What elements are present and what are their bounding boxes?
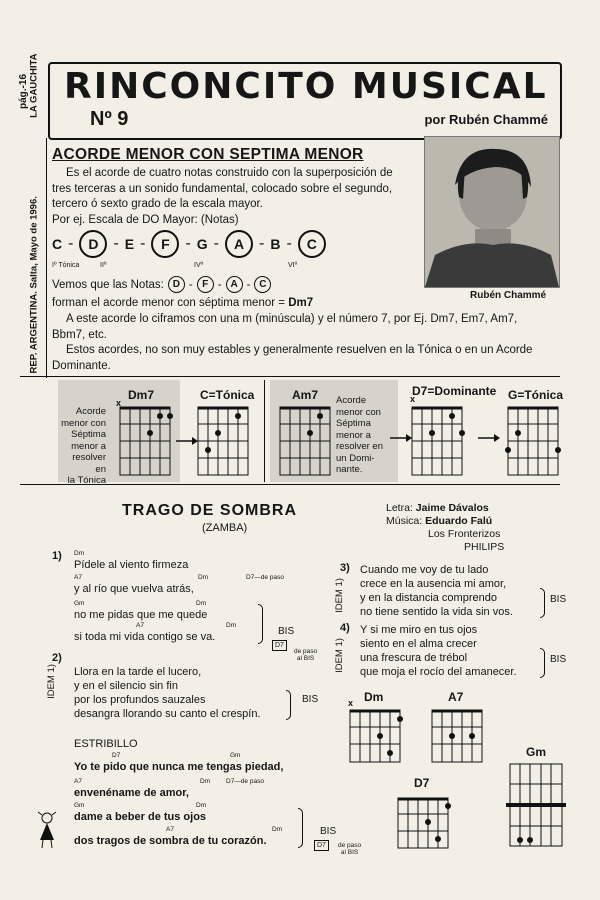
lyric-line: que moja el rocío del amanecer. bbox=[360, 666, 517, 678]
strip-left-text: Acorde menor con Séptima menor a resolver en la Tónica bbox=[61, 406, 106, 486]
side-location: REP. ARGENTINA. Salta, Mayo de 1996. bbox=[28, 196, 40, 374]
do-major-scale: C - D - E - F - G - A - B - C bbox=[52, 230, 412, 258]
lyric-line: y en el silencio sin fin bbox=[74, 680, 178, 692]
lyric-line: Cuando me voy de tu lado bbox=[360, 564, 489, 576]
bis-label: BIS bbox=[302, 694, 319, 705]
de-paso-note: de paso al BIS bbox=[338, 842, 362, 856]
lyric-line: dame a beber de tus ojos bbox=[74, 811, 207, 823]
chord-name: Dm bbox=[364, 690, 384, 704]
degree-label: IIº bbox=[100, 262, 107, 269]
lyric-line: dos tragos de sombra de tu corazón. bbox=[74, 835, 267, 847]
lyric-line: desangra llorando su canto el crespín. bbox=[74, 708, 261, 720]
chord-mark: Dm bbox=[200, 778, 211, 785]
article-heading: ACORDE MENOR CON SEPTIMA MENOR bbox=[52, 146, 364, 163]
song-genre: (ZAMBA) bbox=[202, 522, 248, 534]
lyric-line: Llora en la tarde el lucero, bbox=[74, 666, 202, 678]
chord-mark: Dm bbox=[226, 622, 237, 629]
chord-mark: A7 bbox=[74, 574, 82, 581]
degree-label: VIº bbox=[288, 262, 298, 269]
chord-mark: D7—de paso bbox=[226, 778, 264, 785]
d7-box: D7 bbox=[272, 640, 287, 651]
degree-label: IVº bbox=[194, 262, 204, 269]
verse-number: 1) bbox=[52, 550, 62, 562]
bis-label: BIS bbox=[278, 626, 295, 637]
lyric-line: envenéname de amor, bbox=[74, 787, 189, 799]
vemos-line: Vemos que las Notas: D - F - A - C bbox=[52, 276, 271, 293]
chord-name: Gm bbox=[526, 745, 547, 759]
page-number: pág.-16 bbox=[18, 73, 30, 110]
chord-mark: Gm bbox=[230, 752, 241, 759]
mute-mark: x bbox=[116, 398, 122, 408]
lyric-line: siento en el alma crecer bbox=[360, 638, 477, 650]
chord-mark: Dm bbox=[196, 802, 207, 809]
chord-name: A7 bbox=[448, 690, 464, 704]
chord-mark: Dm bbox=[198, 574, 209, 581]
page-title: RINCONCITO MUSICAL bbox=[64, 66, 548, 107]
lyric-line: si toda mi vida contigo se va. bbox=[74, 631, 216, 643]
song-credits: Letra: Jaime Dávalos Música: Eduardo Falú Los Fronterizos PHILIPS bbox=[386, 502, 505, 553]
lyric-line: no me pidas que me quede bbox=[74, 609, 208, 621]
article-p3: Estos acordes, no son muy estables y generalmente resuelven en la Tónica o en un Acorde Dominante. bbox=[52, 344, 533, 372]
degree-label: Iº Tónica bbox=[52, 262, 80, 269]
chord-name: C=Tónica bbox=[200, 388, 255, 402]
lyric-line: por los profundos sauzales bbox=[74, 694, 206, 706]
chord-mark: Gm bbox=[74, 802, 85, 809]
photo-caption: Rubén Chammé bbox=[470, 290, 547, 301]
chord-name: D7=Dominante bbox=[412, 384, 497, 398]
chord-mark: A7 bbox=[136, 622, 144, 629]
chord-mark: Dm bbox=[272, 826, 283, 833]
verse-number: 3) bbox=[340, 562, 350, 574]
chord-mark: D7 bbox=[112, 752, 121, 759]
byline: por Rubén Chammé bbox=[424, 112, 548, 127]
article-intro: Es el acorde de cuatro notas construido con la superposición de tres terceras a un sonido fundamental, colocado sobre el segundo, tercero ó sexto grado de la escala mayor. Por ej. Escala de DO Mayor: (Notas) bbox=[52, 167, 393, 226]
verse-number: 4) bbox=[340, 622, 350, 634]
chord-mark: A7 bbox=[166, 826, 174, 833]
verse-number: 2) bbox=[52, 652, 62, 664]
side-publication: LA GAUCHITA bbox=[28, 53, 40, 118]
article-p2: A este acorde lo ciframos con una m (minúscula) y el número 7, por Ej. Dm7, Em7, Am7, Bbm7, etc. bbox=[52, 313, 518, 341]
mute-mark: x bbox=[348, 698, 354, 708]
lyric-line: y al río que vuelva atrás, bbox=[74, 583, 194, 595]
lyric-line: crece en la ausencia mi amor, bbox=[360, 578, 507, 590]
lyric-line: Yo te pido que nunca me tengas piedad, bbox=[74, 761, 284, 773]
forman-line: forman el acorde menor con séptima menor = Dm7 bbox=[52, 297, 314, 309]
de-paso-note: de paso al BIS bbox=[294, 648, 318, 662]
bis-label: BIS bbox=[320, 826, 337, 837]
estribillo-label: ESTRIBILLO bbox=[74, 738, 138, 750]
chord-name: D7 bbox=[414, 776, 430, 790]
lyric-line: no tiene sentido la vida sin vos. bbox=[360, 606, 513, 618]
lyric-line: Pídele al viento firmeza bbox=[74, 559, 189, 571]
mute-mark: x bbox=[410, 394, 416, 404]
issue-number: Nº 9 bbox=[90, 108, 129, 130]
idem-label: IDEM 1) bbox=[45, 664, 57, 699]
bis-label: BIS bbox=[550, 654, 567, 665]
d7-box: D7 bbox=[314, 840, 329, 851]
chord-mark: Gm bbox=[74, 600, 85, 607]
chord-mark: Dm bbox=[196, 600, 207, 607]
chord-mark: A7 bbox=[74, 778, 82, 785]
bis-label: BIS bbox=[550, 594, 567, 605]
lyric-line: Y si me miro en tus ojos bbox=[360, 624, 478, 636]
chord-mark: Dm bbox=[74, 550, 85, 557]
strip-right-text: Acorde menor con Séptima menor a resolver en un Domi- nante. bbox=[336, 395, 383, 475]
idem-label: IDEM 1) bbox=[333, 638, 345, 673]
chord-name: Dm7 bbox=[128, 388, 155, 402]
chord-mark: D7—de paso bbox=[246, 574, 284, 581]
song-title: TRAGO DE SOMBRA bbox=[122, 502, 297, 519]
lyric-line: una frescura de trébol bbox=[360, 652, 468, 664]
chord-name: G=Tónica bbox=[508, 388, 564, 402]
idem-label: IDEM 1) bbox=[333, 578, 345, 613]
chord-name: Am7 bbox=[292, 388, 319, 402]
lyric-line: y en la distancia comprendo bbox=[360, 592, 497, 604]
